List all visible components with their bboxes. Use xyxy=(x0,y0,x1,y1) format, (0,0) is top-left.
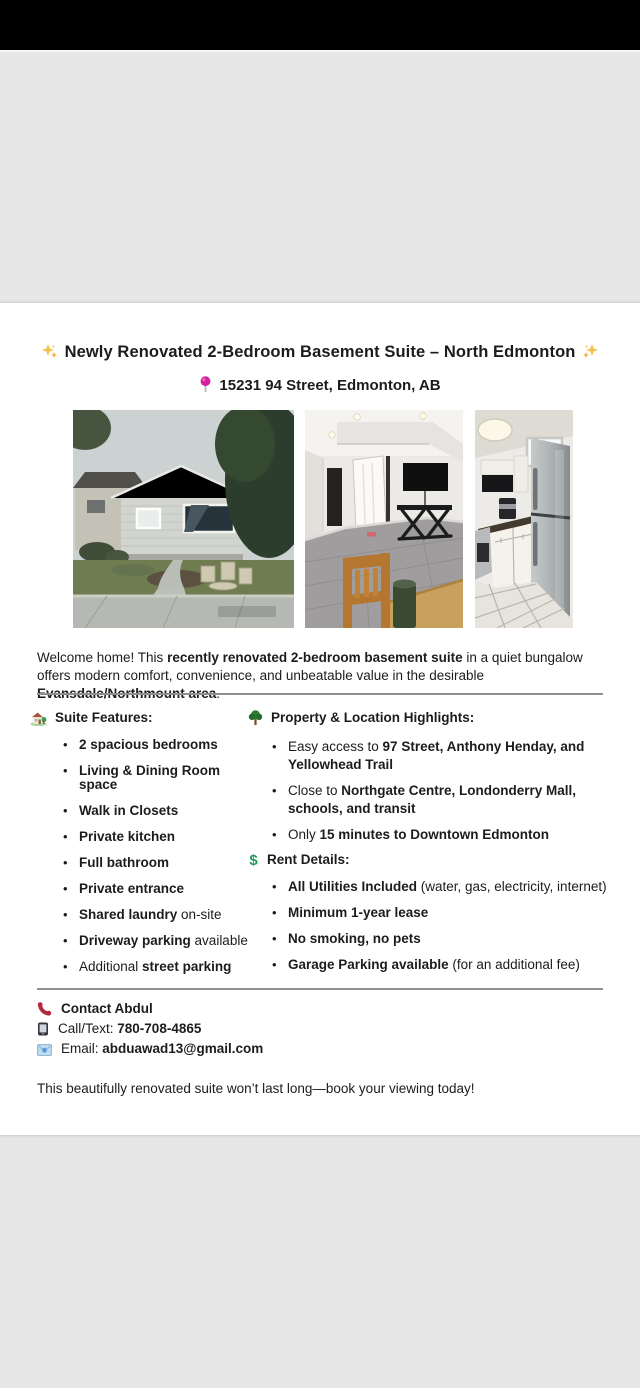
suite-features-list xyxy=(30,738,248,974)
contact-email-line: Email: abduawad13@gmail.com xyxy=(37,1041,263,1057)
list-item: • Additional street parking xyxy=(63,960,248,974)
section-divider xyxy=(37,693,603,695)
list-item: • Easy access to 97 Street, Anthony Henday, and Yellowhead Trail xyxy=(272,738,620,774)
suite-features-heading: Suite Features: xyxy=(30,710,248,726)
photo-kitchen[interactable] xyxy=(475,410,573,628)
contact-section xyxy=(37,1001,263,1061)
sparkles-icon xyxy=(582,343,599,360)
contact-call-line: Call/Text: 780-708-4865 xyxy=(37,1021,263,1037)
suite-features-section xyxy=(30,710,248,986)
rent-details-list xyxy=(248,878,620,974)
house-with-garden-icon xyxy=(30,710,47,726)
section-divider xyxy=(37,988,603,990)
contact-heading: Contact Abdul xyxy=(37,1001,263,1017)
email-icon xyxy=(37,1044,52,1056)
mobile-phone-icon xyxy=(37,1022,49,1036)
tree-icon xyxy=(248,710,263,726)
list-item: • No smoking, no pets xyxy=(272,930,620,948)
svg-text:$: $ xyxy=(249,852,258,868)
rent-details-heading: $ Rent Details: xyxy=(249,852,350,868)
intro-paragraph: Welcome home! This recently renovated 2-bedroom basement suite in a quiet bungalow offers modern comfort, convenience, and unbeatable value in the desirable xyxy=(37,649,583,683)
title-text: Newly Renovated 2-Bedroom Basement Suite – North Edmonton xyxy=(64,343,576,361)
closing-line: This beautifully renovated suite won’t last long—book your viewing today! xyxy=(37,1080,475,1096)
photo-living-room[interactable] xyxy=(305,410,463,628)
list-item: • Private entrance xyxy=(63,882,248,896)
listing-flyer-page xyxy=(0,303,640,1135)
highlights-and-rent-section xyxy=(248,710,620,982)
list-item: • Minimum 1-year lease xyxy=(272,904,620,922)
list-item: • Driveway parking available xyxy=(63,934,248,948)
letterbox-divider xyxy=(0,50,640,52)
list-item: • Walk in Closets xyxy=(63,804,248,818)
highlights-heading: Property & Location Highlights: xyxy=(248,710,620,726)
highlights-list xyxy=(248,738,620,844)
round-pushpin-icon xyxy=(199,376,212,393)
sparkles-icon xyxy=(41,343,58,360)
list-item: • Garage Parking available (for an additional fee) xyxy=(272,956,620,974)
dollar-sign-icon xyxy=(248,852,259,868)
letterbox-top-bar xyxy=(0,0,640,50)
list-item: • 2 spacious bedrooms xyxy=(63,738,248,752)
list-item: • Living & Dining Room space xyxy=(63,764,248,792)
photo-house-exterior[interactable] xyxy=(73,410,294,628)
list-item: • Full bathroom xyxy=(63,856,248,870)
list-item: • Shared laundry on-site xyxy=(63,908,248,922)
address-line xyxy=(0,375,640,397)
address-text: 15231 94 Street, Edmonton, AB xyxy=(219,377,441,394)
page-title xyxy=(0,341,640,363)
list-item: • Only 15 minutes to Downtown Edmonton xyxy=(272,826,620,844)
list-item: • Private kitchen xyxy=(63,830,248,844)
phone-receiver-icon xyxy=(37,1001,52,1016)
list-item: • All Utilities Included (water, gas, electricity, internet) xyxy=(272,878,620,896)
list-item: • Close to Northgate Centre, Londonderry Mall, schools, and transit xyxy=(272,782,620,818)
